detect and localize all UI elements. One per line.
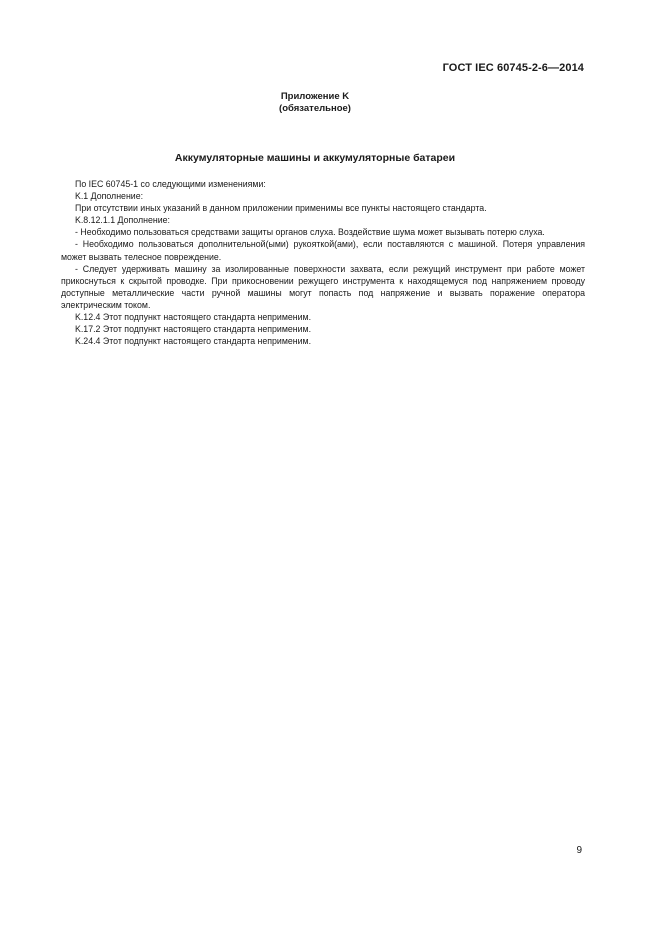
paragraph: При отсутствии иных указаний в данном приложении применимы все пункты настоящего стандарта.: [75, 203, 487, 214]
section-title: Аккумуляторные машины и аккумуляторные батареи: [174, 152, 456, 164]
appendix-title: Приложение K: [280, 91, 350, 102]
paragraph: По IEC 60745-1 со следующими изменениями:: [75, 179, 266, 189]
paragraph: - Необходимо пользоваться средствами защиты органов слуха. Воздействие шума может вызывать потерю слуха.: [75, 227, 545, 238]
page-number: 9: [576, 845, 582, 856]
standard-designation: ГОСТ IEC 60745-2-6—2014: [442, 62, 584, 74]
paragraph: - Необходимо пользоваться дополнительной(ыми) рукояткой(ами), если поставляются с машиной. Потеря управления может вызвать телесное повреждение.: [61, 239, 585, 262]
paragraph: K.8.12.1.1 Дополнение:: [75, 215, 170, 226]
paragraph: K.12.4 Этот подпункт настоящего стандарта неприменим.: [75, 312, 312, 323]
paragraph: K.24.4 Этот подпункт настоящего стандарта неприменим.: [75, 336, 312, 347]
paragraph: K.17.2 Этот подпункт настоящего стандарта неприменим.: [75, 324, 312, 335]
appendix-status: (обязательное): [279, 103, 351, 114]
appendix-heading: [0, 91, 630, 115]
paragraph: - Следует удерживать машину за изолированные поверхности захвата, если режущий инструмент при работе может прикоснуться к скрытой проводке. При прикосновении режущего инструмента к находящемуся под напряжением проводу доступные металлические части ручной машины могут попасть под напряжение и вызвать поражение оператора электрическим током.: [61, 263, 585, 310]
body-text: [61, 178, 585, 347]
paragraph: K.1 Дополнение:: [75, 191, 144, 202]
